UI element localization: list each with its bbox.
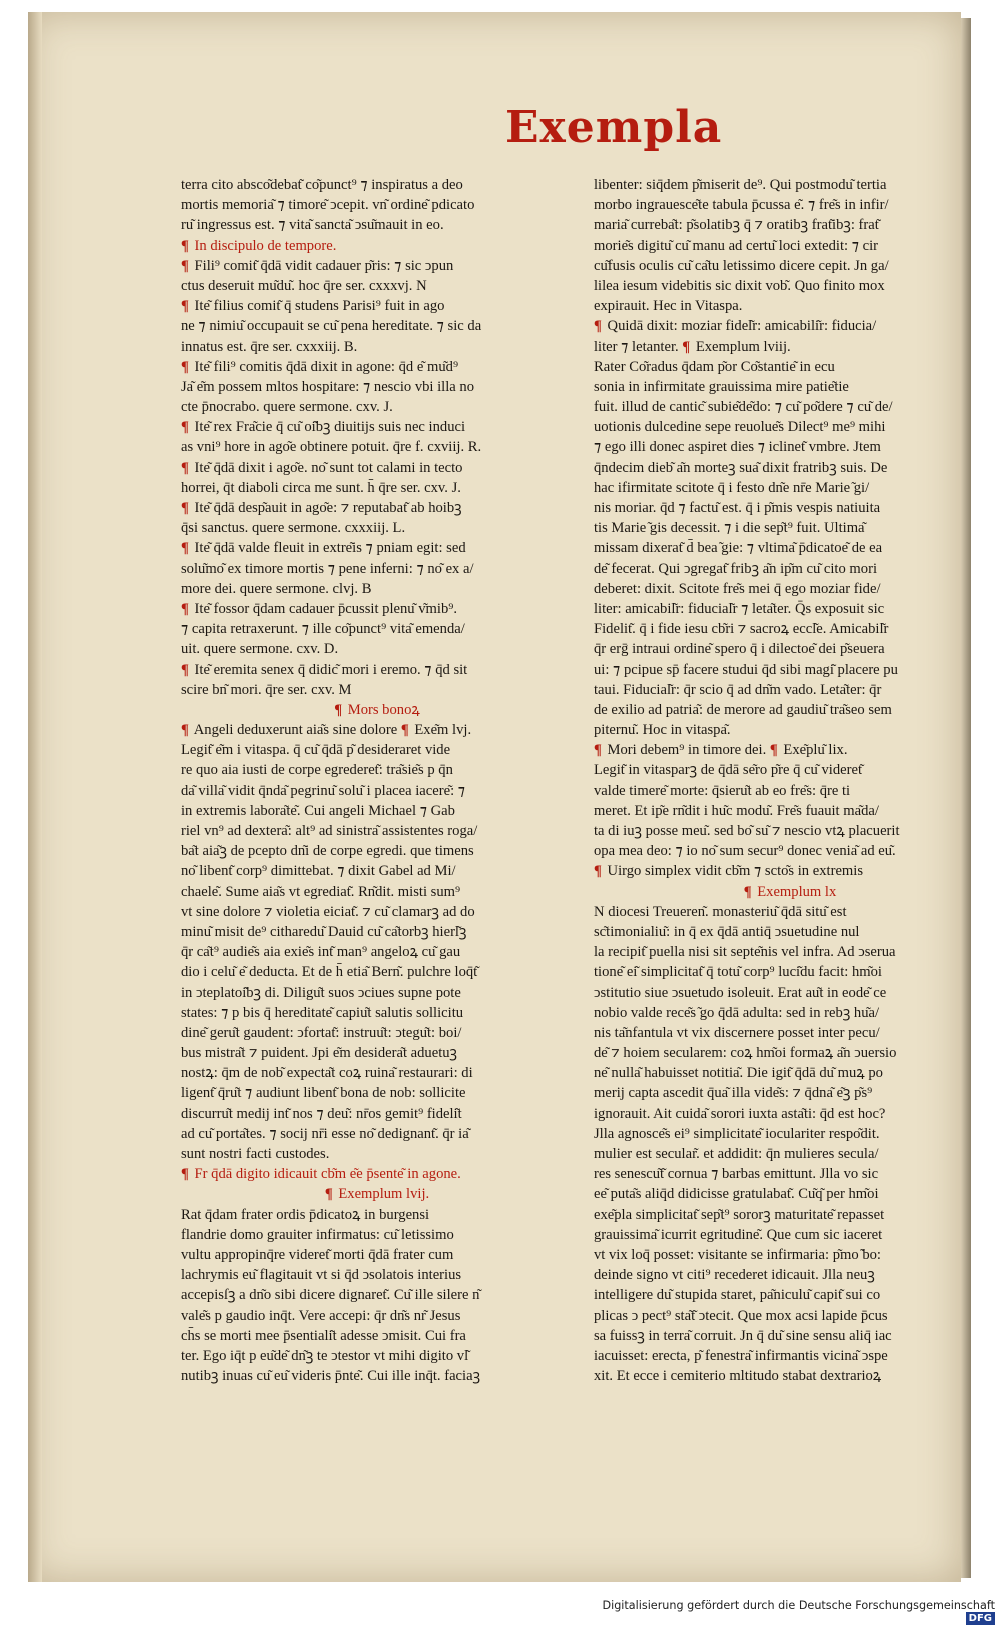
text-line: ¶ Ite͂ fossor q̄dam cadauer p̄cussit plenu͂ v͂mib⁹. bbox=[181, 600, 457, 617]
text-line: liter: amicabil͂r: fiducial͂r ⁊ leta͂ter. Q̄s exposuit sic bbox=[594, 600, 885, 617]
text-line: piternu͂. Hoc in vitaspa͂. bbox=[594, 722, 731, 739]
text-line: nis ta͂nfantula vt vix discernere posset inter pecu/ bbox=[594, 1024, 880, 1041]
paragraph-mark: ¶ bbox=[682, 338, 691, 355]
paragraph-mark: ¶ bbox=[181, 298, 189, 315]
text-line: deinde signo vt citi⁹ recederet idicauit. Jlla neuꝫ bbox=[594, 1267, 875, 1284]
text-line: bus mistra͂t ⁊ puident. Jpi e͂m desidera͂t aduetuꝫ bbox=[181, 1045, 458, 1062]
text-line: sc͂timonialiu͂: in q̄ ex q̄dā antiq̄ ↄsuetudine nul bbox=[594, 923, 860, 940]
text-line: exe͂pla simplicitat͂ sep͂t⁹ sororꝫ maturitate͂ repasset bbox=[594, 1206, 885, 1223]
text-line: ¶ Ite͂ filius comit͂ q̄ studens Parisi⁹ fuit in ago bbox=[181, 298, 445, 315]
text-line: sunt nostri facti custodes. bbox=[181, 1146, 330, 1162]
text-line: opa mea deo: ⁊ io no͂ sum secur⁹ donec venia͂ ad eu͂. bbox=[594, 843, 896, 860]
text-line: ¶ Fili⁹ comit͂ q̄dā vidit cadauer p͂ris: ⁊ sic ↄpun bbox=[181, 257, 454, 274]
text-line: in extremis labora͂te͂. Cui angeli Michael ⁊ Gab bbox=[181, 802, 455, 819]
text-line: nobio valde rece͂s ͂go q̄dā adulta: sed in rebꝫ hu͂a/ bbox=[594, 1004, 880, 1021]
text-line: xit. Et ecce i cemiterio mltitudo stabat dextrarioꝝ bbox=[594, 1368, 882, 1385]
text-line: ee͂ puta͂s aliq̄d didicisse gratulabat͂. Cu͂q͂ per hm͂oi bbox=[594, 1186, 879, 1203]
text-line: ⁊ capita retraxerunt. ⁊ ille co͂punct⁹ vita͂ emenda/ bbox=[181, 621, 465, 638]
text-line: libenter: siq̄dem p͂miserit de⁹. Qui postmodu͂ tertia bbox=[594, 177, 887, 193]
text-line: no͂ libent͂ corp⁹ dimittebat. ⁊ dixit Gabel ad Mi/ bbox=[181, 863, 456, 880]
text-line: ¶ In discipulo de tempore. bbox=[181, 237, 337, 254]
text-line: nostꝝ: q̄m de nob͂ expecta͂t coꝝ ruina͂ restaurari: di bbox=[181, 1065, 473, 1082]
paragraph-mark: ¶ bbox=[769, 742, 778, 759]
text-line: ch̄s se morti mee p̄sentiali͂t adesse ↄmisit. Cui fra bbox=[181, 1327, 466, 1344]
text-line: more dei. quere sermone. clvj. B bbox=[181, 580, 372, 597]
paragraph-mark: ¶ bbox=[181, 358, 189, 375]
text-line: missam dixerat͂ d̄ bea ͂gie: ⁊ vltima͂ p̄dicatoe͂ de ea bbox=[594, 540, 883, 557]
text-line: hac ifirmitate scitote q̄ i festo dn͂e nr̄e Marie ͂gi/ bbox=[594, 479, 870, 496]
text-line: Legit͂ in vitasparꝫ de q̄dā se͂ro p͂re q̄ cu͂ videret͂ bbox=[594, 762, 863, 779]
text-line: taui. Fiducial͂r: q̄r scio q̄ ad dn͂m vado. Leta͂ter: q̄r bbox=[594, 681, 882, 698]
left-text-column bbox=[181, 175, 573, 1386]
text-line: ¶ Ite͂ rex Fra͂cie q̄ cu͂ oi͂bꝫ diuitijs suis nec induci bbox=[181, 419, 466, 436]
text-line: ¶ Angeli deduxerunt aia͂s sine dolore ¶ Exe͂m lvj. bbox=[181, 722, 472, 739]
text-line: expirauit. Hec in Vitaspa. bbox=[594, 298, 743, 315]
text-line: Rater Co͂radus q̄dam p͂or Co͂stantie͂ in ecu bbox=[594, 358, 835, 375]
text-line: ¶ Uirgo simplex vidit cb͂m ⁊ scto͂s in extremis bbox=[594, 863, 864, 880]
text-line: tione͂ ei͂ simplicitat͂ q̄ totu͂ corp⁹ luci͂du facit: hm͂oi bbox=[594, 964, 882, 981]
text-line: ter. Ego iq̄t p eu͂de͂ dn͂ꝫ te ↄtestor vt mihi digito vl͂ bbox=[181, 1347, 469, 1364]
text-line: vale͂s p gaudio inq̄t. Vere accepi: q̄r dn͂s nr͂ Jesus bbox=[181, 1307, 461, 1324]
text-line: accepisſꝫ a dn͂o sibi dicere dignaret͂. Cu͂ ille silere n͂ bbox=[181, 1287, 480, 1304]
text-line: ¶ Fr q̄dā digito idicauit cb͂m e͂e p̄sente͂ in agone. bbox=[181, 1166, 461, 1183]
text-line: ¶ Quidā dixit: moziar fidel͂r: amicabili͂r: fiducia/ bbox=[594, 318, 877, 335]
paragraph-mark: ¶ bbox=[181, 722, 189, 739]
text-line: plicas ↄ pect⁹ sta͂t͂ ↄtecit. Que mox acsi lapide p̄cus bbox=[594, 1307, 888, 1324]
text-line: dio i celu͂ e͂ deducta. Et de h̄ etia͂ Bern͂. pulchre loq̄t͂ bbox=[181, 964, 478, 981]
text-line: ¶ Mors bonoꝝ bbox=[334, 701, 420, 718]
text-line: ¶ Ite͂ q̄dā dixit i ago͂e. no͂ sunt tot calami in tecto bbox=[181, 459, 463, 476]
text-line: ↄstitutio siue ↄsuetudo isoleuit. Erat au͂t in eode͂ ce bbox=[594, 984, 887, 1001]
text-line: chaele͂. Sume aia͂s vt egrediat͂. Rn͂dit. misti sum⁹ bbox=[181, 883, 461, 900]
paragraph-mark: ¶ bbox=[181, 500, 189, 516]
paragraph-mark: ¶ bbox=[181, 419, 189, 436]
text-line: horrei, q̄t diaboli circa me sunt. h̄ q̄re ser. cxv. J. bbox=[181, 479, 461, 496]
text-line: res senescu͂t͂ cornua ⁊ barbas emittunt. Jlla vo sic bbox=[594, 1166, 879, 1183]
text-line: valde timere͂ morte: q̄sieru͂t ab eo fre͂s: q̄re ti bbox=[594, 782, 851, 799]
paragraph-mark: ¶ bbox=[181, 540, 189, 557]
text-line: vt sine dolore ⁊ violetia eiciat͂. ⁊ cu͂ clamarꝫ ad do bbox=[181, 903, 475, 920]
text-line: discurru͂t medij int͂ nos ⁊ deu͂: nr̄os gemit⁹ fideli͂t bbox=[181, 1105, 462, 1122]
text-line: Jlla agnosce͂s ei⁹ simplicitate͂ ioculariter respo͂dit. bbox=[594, 1125, 880, 1142]
text-line: ⁊ ego illi donec aspiret dies ⁊ iclinet͂ vmbre. Jtem bbox=[594, 439, 881, 456]
text-line: q̄ndecim dieb͂ a͂n morteꝫ sua͂ dixit fratribꝫ suis. De bbox=[594, 459, 888, 476]
paragraph-mark: ¶ bbox=[594, 742, 602, 759]
text-line: sa fuissꝫ in terra͂ corruit. Jn q̄ du͂ sine sensu aliq̄ iac bbox=[594, 1327, 892, 1344]
text-line: meret. Et ip͂e rn͂dit i hu͂c modu͂. Fre͂s fuauit ma͂da/ bbox=[594, 802, 879, 819]
text-line: Ja͂ e͂m possem mltos hospitare: ⁊ nescio vbi illa no bbox=[181, 378, 475, 395]
text-line: lachrymis eu͂ flagitauit vt si q̄d ↄsolatois interius bbox=[181, 1267, 462, 1284]
text-line: la recipit͂ puella nisi sit septe͂nis vel infra. Ad ↄserua bbox=[594, 944, 896, 961]
text-line: vultu appropinq̄re videret͂ morti q̄dā frater cum bbox=[181, 1246, 454, 1263]
dfg-logo: DFG bbox=[966, 1612, 995, 1625]
text-line: terra cito absco͂debat͂ co͂punct⁹ ⁊ inspiratus a deo bbox=[181, 177, 463, 193]
text-line: morbo ingrauesce͂te tabula p̄cussa e͂. ⁊ fre͂s in infir/ bbox=[594, 197, 889, 214]
text-line: dine͂ geru͂t gaudent: ↄfortat͂: instruu͂t: ↄtegu͂t: boi/ bbox=[181, 1024, 462, 1041]
text-line: innatus est. q̄re ser. cxxxiij. B. bbox=[181, 338, 358, 355]
text-line: ¶ Ite͂ q̄dā valde fleuit in extre͂is ⁊ pniam egit: sed bbox=[181, 540, 466, 557]
text-line: tis Marie ͂gis decessit. ⁊ i die sep͂t⁹ fuit. Ultima͂ bbox=[594, 520, 865, 537]
text-line: in ↄteplatoi͂bꝫ di. Diligu͂t suos ↄciues supne pote bbox=[181, 984, 461, 1001]
text-line: mortis memoria͂ ⁊ timore͂ ↄcepit. vn͂ ordine͂ pdicato bbox=[181, 197, 475, 214]
paragraph-mark: ¶ bbox=[594, 863, 602, 880]
text-line: iacuisset: erecta, p͂ fenestra͂ infirmantis vicina͂ ↄspe bbox=[594, 1347, 888, 1364]
text-line: N diocesi Treueren͂. monasteriu͂ q̄dā situ͂ est bbox=[594, 903, 847, 920]
text-line: ru͂ ingressus est. ⁊ vita͂ sancta͂ ↄsu͂mauit in eo. bbox=[181, 217, 444, 234]
right-text-column bbox=[594, 175, 986, 1386]
text-line: deberet: dixit. Scitote fre͂s mei q̄ ego moziar fide/ bbox=[594, 580, 881, 597]
text-line: vt vix loq̄ posset: visitante se infirmaria: p͂mo ͂bo: bbox=[594, 1246, 881, 1263]
text-line: lilea iesum videbitis sic dixit vob͂. Quo finito mox bbox=[594, 277, 885, 294]
text-line: ligent͂ q̄ru͂t ⁊ audiunt libent͂ bona de nob: sollicite bbox=[181, 1085, 466, 1102]
text-line: sonia in infirmitate grauissima mire patie͂tie bbox=[594, 378, 849, 395]
text-line: fuit. illud de cantic͂ subie͂de͂do: ⁊ cu͂ po͂dere ⁊ cu͂ de/ bbox=[594, 399, 893, 416]
text-line: ¶ Ite͂ fili⁹ comitis q̄dā dixit in agone: q̄d e͂ mu͂d⁹ bbox=[181, 358, 459, 375]
paragraph-mark: ¶ bbox=[181, 1166, 189, 1183]
paragraph-mark: ¶ bbox=[400, 722, 409, 739]
text-line: ba͂t aia͂ꝫ de pcepto dn͂i de corpe egredi. que timens bbox=[181, 843, 474, 860]
text-line: solu͂mo͂ ex timore mortis ⁊ pene inferni: ⁊ no͂ ex a/ bbox=[181, 560, 474, 577]
paragraph-mark: ¶ bbox=[181, 257, 189, 274]
text-line: re quo aia iusti de corpe egrederet͂: tra͂sie͂s p q̄n bbox=[181, 762, 453, 779]
paragraph-mark: ¶ bbox=[181, 600, 189, 617]
text-line: ¶ Exemplum lvij. bbox=[324, 1186, 430, 1203]
text-line: q̄si sanctus. quere sermone. cxxxiij. L. bbox=[181, 520, 406, 537]
text-line: uotionis dulcedine sepe reuolue͂s Dilect⁹ me⁹ mihi bbox=[594, 419, 886, 436]
text-line: Fidelit͂. q̄ i fide iesu cb͂ri ⁊ sacroꝝ eccl͂e. Amicabil͂r bbox=[594, 621, 889, 638]
paragraph-mark: ¶ bbox=[594, 318, 602, 335]
text-line: cte p̄nocrabo. quere sermone. cxv. J. bbox=[181, 399, 393, 416]
text-line: minu͂ misit de⁹ citharedu͂ Dauid cu͂ ca͂torbꝫ hierl͂ꝫ bbox=[181, 923, 467, 940]
text-line: ¶ Mori debem⁹ in timore dei. ¶ Exe͂plu͂ lix. bbox=[594, 742, 848, 759]
text-line: ctus deseruit mu͂du͂. hoc q̄re ser. cxxxvj. N bbox=[181, 277, 427, 294]
text-line: merij capta ascedit q̄ua͂ illa vide͂s: ⁊ q̄dna͂ e͂ꝫ p͂s⁹ bbox=[594, 1085, 873, 1102]
paragraph-mark: ¶ bbox=[334, 701, 343, 718]
text-line: as vni⁹ hore in ago͂e obtinere potuit. q̄re f. cxviij. R. bbox=[181, 439, 482, 456]
text-line: liter ⁊ letanter. ¶ Exemplum lviij. bbox=[594, 338, 791, 355]
paragraph-mark: ¶ bbox=[743, 883, 752, 900]
text-line: q̄r ca͂t⁹ audie͂s aia exie͂s int͂ man⁹ angeloꝝ cu͂ gau bbox=[181, 944, 461, 961]
text-line: nutibꝫ inuas cu͂ eu͂ videris p̄nte͂. Cui ille inq̄t. faciaꝫ bbox=[181, 1368, 481, 1385]
text-line: nis moriar. q̄d ⁊ factu͂ est. q̄ i p͂mis vespis natiuita bbox=[594, 500, 881, 516]
text-line: Rat q̄dam frater ordis p̄dicatoꝝ in burgensi bbox=[181, 1206, 430, 1223]
text-line: ne͂ nulla͂ habuisset notitia͂. Die igit͂ q̄dā du͂ muꝝ po bbox=[594, 1065, 883, 1082]
text-line: ¶ Ite͂ q̄dā desp͂auit in ago͂e: ⁊ reputabat͂ ab hoibꝫ bbox=[181, 500, 462, 516]
footer-credit bbox=[600, 1598, 995, 1624]
text-line: q̄r erḡ intraui ordine͂ spero q̄ i dilectoe͂ dei p͂seuera bbox=[594, 641, 885, 658]
text-line: riel vn⁹ ad dextera͂: alt⁹ ad sinistra͂ assistentes roga/ bbox=[181, 823, 478, 839]
text-line: Legit͂ e͂m i vitaspa. q̄ cu͂ q̄dā p͂ desideraret vide bbox=[181, 742, 451, 759]
text-line: flandrie domo grauiter infirmatus: cu͂ letissimo bbox=[181, 1226, 454, 1243]
text-line: ad cu͂ porta͂tes. ⁊ socij nr̄i esse no͂ dedignant͂. q̄r ia͂ bbox=[181, 1125, 469, 1142]
text-line: ui: ⁊ pcipue sp̄ facere studui q̄d sibi magi͂ placere pu bbox=[594, 661, 898, 678]
running-heading: Exempla bbox=[505, 102, 723, 153]
text-line: de͂ fecerat. Qui ↄgregat͂ fribꝫ a͂n ip͂m cu͂ cito mori bbox=[594, 560, 877, 577]
text-line: de exilio ad patria͂: de merore ad gaudiu͂ tra͂seo sem bbox=[594, 701, 892, 718]
text-line: ignorauit. Ait cuida͂ sorori iuxta asta͂ti: q̄d est hoc? bbox=[594, 1105, 886, 1122]
text-line: ¶ Exemplum lx bbox=[743, 883, 837, 900]
text-line: intelligere du͂ stupida staret, pa͂niculu͂ capit͂ sui co bbox=[594, 1287, 881, 1304]
footer-text: Digitalisierung gefördert durch die Deutsche Forschungsgemeinschaft bbox=[602, 1598, 995, 1612]
text-line: ta di iuꝫ posse meu͂. sed bo͂ su͂ ⁊ nescio vtꝝ placuerit bbox=[594, 823, 900, 839]
paragraph-mark: ¶ bbox=[181, 661, 189, 678]
text-line: da͂ villa͂ vidit q̄nda͂ pegrinu͂ solu͂ i placea iacere͂: ⁊ bbox=[181, 782, 466, 799]
text-line: morie͂s digitu͂ cu͂ manu ad certu͂ loci extedit: ⁊ cir bbox=[594, 237, 879, 254]
text-line: de͂ ⁊ hoiem secularem: coꝝ hm͂oi formaꝝ a͂n ↄuersio bbox=[594, 1045, 897, 1062]
gutter-shadow bbox=[28, 12, 42, 1582]
text-line: uit. quere sermone. cxv. D. bbox=[181, 641, 339, 658]
text-line: states: ⁊ p bis q̄ hereditate͂ capiu͂t salutis sollicitu bbox=[181, 1004, 464, 1021]
paragraph-mark: ¶ bbox=[181, 459, 189, 476]
paragraph-mark: ¶ bbox=[324, 1186, 333, 1203]
text-line: scire bn͂ mori. q̄re ser. cxv. M bbox=[181, 681, 352, 698]
text-line: mulier est secular͂. et addidit: q̄n mulieres secula/ bbox=[594, 1146, 879, 1162]
text-line: maria͂ curreba͂t: p͂solatibꝫ q̄ ⁊ oratibꝫ frat͂ibꝫ: frat͂ bbox=[594, 217, 879, 234]
text-line: ¶ Ite͂ eremita senex q̄ didic͂ mori i eremo. ⁊ q̄d sit bbox=[181, 661, 468, 678]
text-line: ne ⁊ nimiu͂ occupauit se cu͂ pena hereditate. ⁊ sic da bbox=[181, 318, 482, 335]
paragraph-mark: ¶ bbox=[181, 237, 189, 254]
text-line: cu͂fusis oculis cu͂ ca͂tu letissimo dicere cepit. Jn ga/ bbox=[594, 257, 889, 274]
text-line: grauissima͂ icurrit egritudine͂. Que cum sic iaceret bbox=[594, 1226, 883, 1243]
